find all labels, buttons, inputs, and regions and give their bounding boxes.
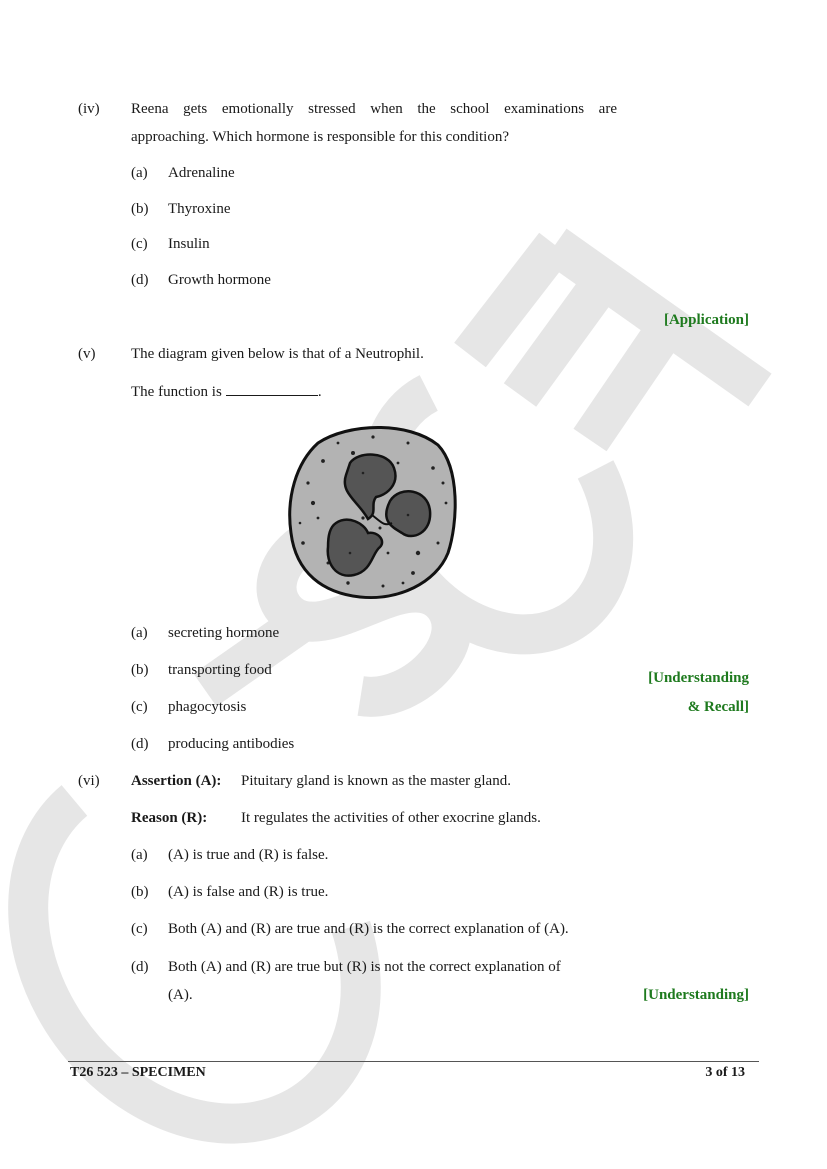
option-text: Both (A) and (R) are true but (R) is not the correct explanation of	[168, 959, 561, 975]
option-text: Both (A) and (R) are true and (R) is the correct explanation of (A).	[168, 921, 569, 937]
option-text: Adrenaline	[168, 165, 235, 181]
option-text: transporting food	[168, 662, 272, 678]
option-text: Thyroxine	[168, 201, 231, 217]
option-text: Insulin	[168, 236, 210, 252]
question-text: approaching. Which hormone is responsible for this condition?	[131, 129, 509, 145]
option-text: (A) is false and (R) is true.	[168, 884, 329, 900]
fill-in-line	[131, 383, 322, 401]
option-label: (b)	[131, 884, 149, 900]
option-label: (d)	[131, 959, 149, 975]
option-label: (a)	[131, 625, 148, 641]
reason-label: Reason (R):	[131, 810, 208, 826]
option-label: (c)	[131, 699, 148, 715]
reason-text: It regulates the activities of other exocrine glands.	[241, 810, 541, 826]
option-text: phagocytosis	[168, 699, 247, 715]
option-label: (c)	[131, 236, 148, 252]
question-text: The diagram given below is that of a Neutrophil.	[131, 346, 424, 362]
option-label: (a)	[131, 165, 148, 181]
option-text: producing antibodies	[168, 736, 295, 752]
skill-tag: [Understanding]	[643, 987, 749, 1003]
question-text: .	[317, 384, 322, 400]
assertion-label: Assertion (A):	[131, 773, 222, 789]
option-label: (a)	[131, 847, 148, 863]
option-text: (A).	[168, 987, 193, 1003]
option-label: (b)	[131, 201, 149, 217]
option-text: Growth hormone	[168, 272, 271, 288]
option-text: (A) is true and (R) is false.	[168, 847, 329, 863]
option-label: (b)	[131, 662, 149, 678]
footer-code: T26 523 – SPECIMEN	[70, 1065, 206, 1080]
skill-tag: [Understanding	[648, 670, 749, 686]
skill-tag: & Recall]	[687, 699, 749, 715]
option-label: (c)	[131, 921, 148, 937]
question-number: (v)	[78, 346, 96, 362]
answer-blank	[226, 383, 318, 396]
skill-tag: [Application]	[663, 312, 749, 328]
assertion-text: Pituitary gland is known as the master gland.	[241, 773, 511, 789]
option-text: secreting hormone	[168, 625, 280, 641]
question-text: The function is	[131, 384, 222, 400]
question-number: (iv)	[78, 101, 100, 117]
option-label: (d)	[131, 736, 149, 752]
footer-divider	[68, 1061, 759, 1062]
question-number: (vi)	[78, 773, 100, 789]
option-label: (d)	[131, 272, 149, 288]
question-text: Reena gets emotionally stressed when the school examinations are	[131, 101, 617, 117]
neutrophil-diagram	[288, 423, 460, 601]
page-number: 3 of 13	[705, 1065, 745, 1080]
